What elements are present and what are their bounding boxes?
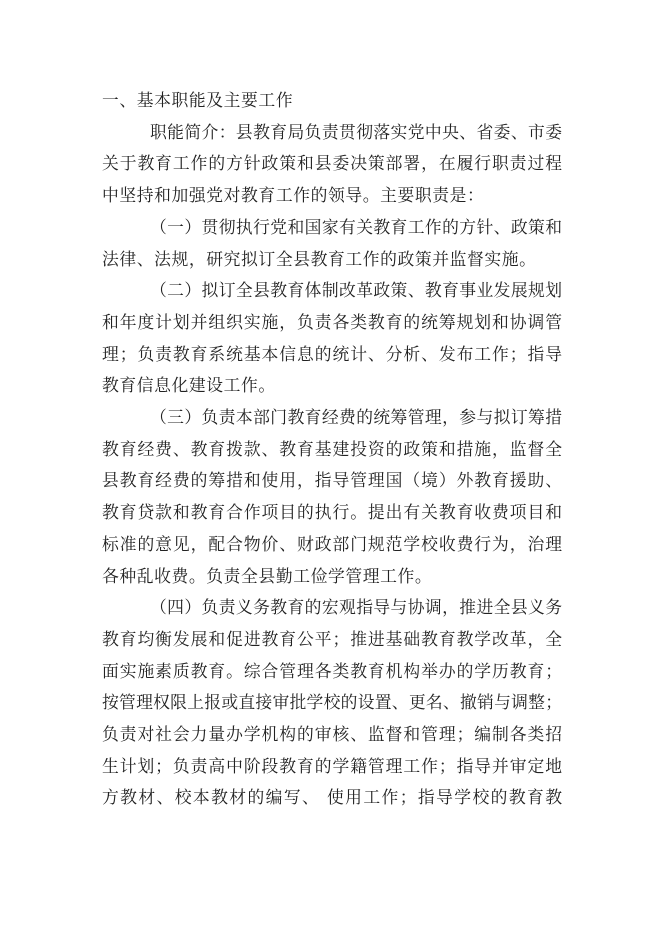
text-line: 和年度计划并组织实施，负责各类教育的统筹规划和协调管 xyxy=(102,311,562,332)
text-line: 县教育经费的筹措和使用，指导管理国（境）外教育援助、 xyxy=(102,470,562,491)
text-line: 教育均衡发展和促进教育公平；推进基础教育教学改革，全 xyxy=(102,628,562,649)
text-line: 中坚持和加强党对教育工作的领导。主要职责是： xyxy=(102,185,485,206)
text-line: （四）负责义务教育的宏观指导与协调，推进全县义务 xyxy=(150,597,562,618)
text-line: 生计划；负责高中阶段教育的学籍管理工作；指导并审定地 xyxy=(102,755,562,776)
text-line: （三）负责本部门教育经费的统筹管理，参与拟订筹措 xyxy=(150,407,562,427)
text-line: （一）贯彻执行党和国家有关教育工作的方针、政策和 xyxy=(150,216,562,237)
text-line: 教育信息化建设工作。 xyxy=(102,375,276,396)
text-line: 教育经费、教育拨款、教育基建投资的政策和措施，监督全 xyxy=(102,438,562,459)
text-line: 按管理权限上报或直接审批学校的设置、更名、撤销与调整； xyxy=(102,692,562,713)
text-line: 职能简介：县教育局负责贯彻落实党中央、省委、市委 xyxy=(150,121,562,142)
text-line: 负责对社会力量办学机构的审核、监督和管理；编制各类招 xyxy=(102,724,562,744)
text-line: （二）拟订全县教育体制改革政策、教育事业发展规划 xyxy=(150,280,562,301)
text-line: 各种乱收费。负责全县勤工俭学管理工作。 xyxy=(102,565,433,586)
text-line: 关于教育工作的方针政策和县委决策部署，在履行职责过程 xyxy=(102,153,562,174)
text-line: 方教材、校本教材的编写、 使用工作；指导学校的教育教 xyxy=(102,787,562,808)
text-line: 理；负责教育系统基本信息的统计、分析、发布工作；指导 xyxy=(102,343,562,364)
text-line: 标准的意见，配合物价、财政部门规范学校收费行为，治理 xyxy=(102,533,562,554)
section-heading: 一、基本职能及主要工作 xyxy=(102,90,294,110)
text-line: 教育贷款和教育合作项目的执行。提出有关教育收费项目和 xyxy=(102,502,562,523)
text-line: 法律、法规，研究拟订全县教育工作的政策并监督实施。 xyxy=(102,248,537,269)
text-line: 面实施素质教育。综合管理各类教育机构举办的学历教育； xyxy=(102,660,562,681)
